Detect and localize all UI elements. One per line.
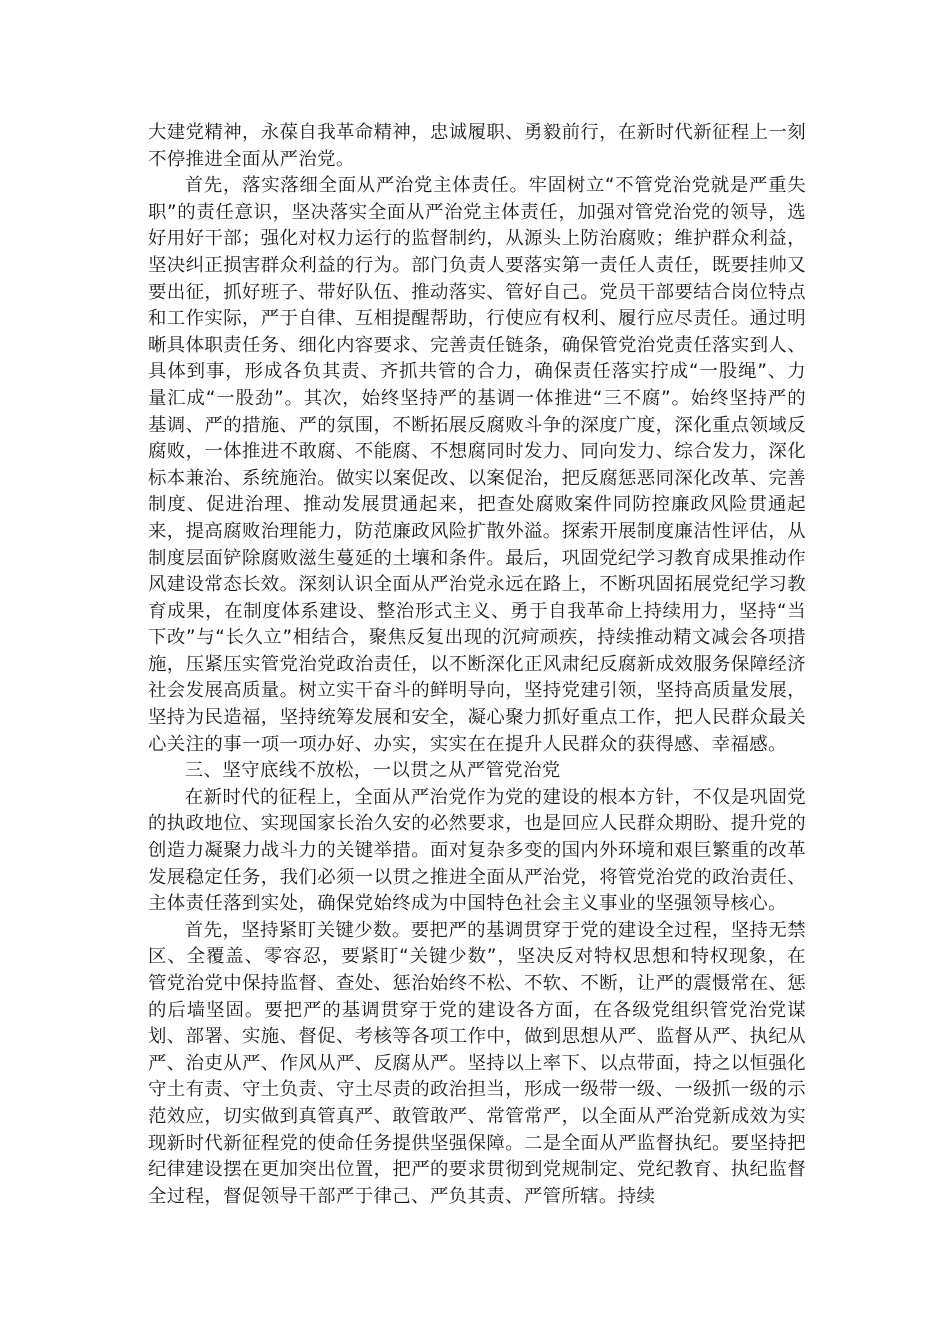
paragraph-1: 大建党精神，永葆自我革命精神，忠诚履职、勇毅前行，在新时代新征程上一刻不停推进全面从严治党。 <box>148 122 806 170</box>
section-heading-3: 三、坚守底线不放松，一以贯之从严管党治党 <box>184 760 561 782</box>
paragraph-2: 首先，落实落细全面从严治党主体责任。牢固树立“不管党治党就是严重失职”的责任意识，坚决落实全面从严治党主体责任，加强对管党治党的领导，选好用好干部；强化对权力运行的监督制约，从源头上防治腐败；维护群众利益，坚决纠正损害群众利益的行为。部门负责人要落实第一责任人责任，既要挂帅又要出征，抓好班子、带好队伍、推动落实、管好自己。党员干部要结合岗位特点和工作实际，严于自律、互相提醒帮助，行使应有权利、履行应尽责任。通过明晰具体职责任务、细化内容要求、完善责任链条，确保管党治党责任落实到人、具体到事，形成各负其责、齐抓共管的合力，确保责任落实拧成“一股绳”、力量汇成“一股劲”。其次，始终坚持严的基调一体推进“三不腐”。始终坚持严的基调、严的措施、严的氛围，不断拓展反腐败斗争的深度广度，深化重点领域反腐败，一体推进不敢腐、不能腐、不想腐同时发力、同向发力、综合发力，深化标本兼治、系统施治。做实以案促改、以案促治，把反腐惩恶同深化改革、完善制度、促进治理、推动发展贯通起来，把查处腐败案件同防控廉政风险贯通起来，提高腐败治理能力，防范廉政风险扩散外溢。探索开展制度廉洁性评估，从制度层面铲除腐败滋生蔓延的土壤和条件。最后，巩固党纪学习教育成果推动作风建设常态长效。深刻认识全面从严治党永远在路上，不断巩固拓展党纪学习教育成果，在制度体系建设、整治形式主义、勇于自我革命上持续用力，坚持“当下改”与“长久立”相结合，聚焦反复出现的沉疴顽疾，持续推动精文减会各项措施，压紧压实管党治党政治责任，以不断深化正风肃纪反腐新成效服务保障经济社会发展高质量。树立实干奋斗的鲜明导向，坚持党建引领，坚持高质量发展，坚持为民造福，坚持统筹发展和安全，凝心聚力抓好重点工作，把人民群众最关心关注的事一项一项办好、办实，实实在在提升人民群众的获得感、幸福感。 <box>148 175 806 755</box>
paragraph-5: 首先，坚持紧盯关键少数。要把严的基调贯穿于党的建设全过程，坚持无禁区、全覆盖、零容忍，要紧盯“关键少数”，坚决反对特权思想和特权现象，在管党治党中保持监督、查处、惩治始终不松、不软、不断，让严的震慑常在、惩的后墙坚固。要把严的基调贯穿于党的建设各方面，在各级党组织管党治党谋划、部署、实施、督促、考核等各项工作中，做到思想从严、监督从严、执纪从严、治吏从严、作风从严、反腐从严。坚持以上率下、以点带面，持之以恒强化守土有责、守土负责、守土尽责的政治担当，形成一级带一级、一级抓一级的示范效应，切实做到真管真严、敢管敢严、常管常严，以全面从严治党新成效为实现新时代新征程党的使命任务提供坚强保障。二是全面从严监督执纪。要坚持把纪律建设摆在更加突出位置，把严的要求贯彻到党规制定、党纪教育、执纪监督全过程，督促领导干部严于律己、严负其责、严管所辖。持续 <box>148 919 806 1207</box>
document-page <box>148 120 806 1210</box>
paragraph-4: 在新时代的征程上，全面从严治党作为党的建设的根本方针，不仅是巩固党的执政地位、实现国家长治久安的必然要求，也是回应人民群众期盼、提升党的创造力凝聚力战斗力的关键举措。面对复杂多变的国内外环境和艰巨繁重的改革发展稳定任务，我们必须一以贯之推进全面从严治党，将管党治党的政治责任、主体责任落到实处，确保党始终成为中国特色社会主义事业的坚强领导核心。 <box>148 786 806 915</box>
